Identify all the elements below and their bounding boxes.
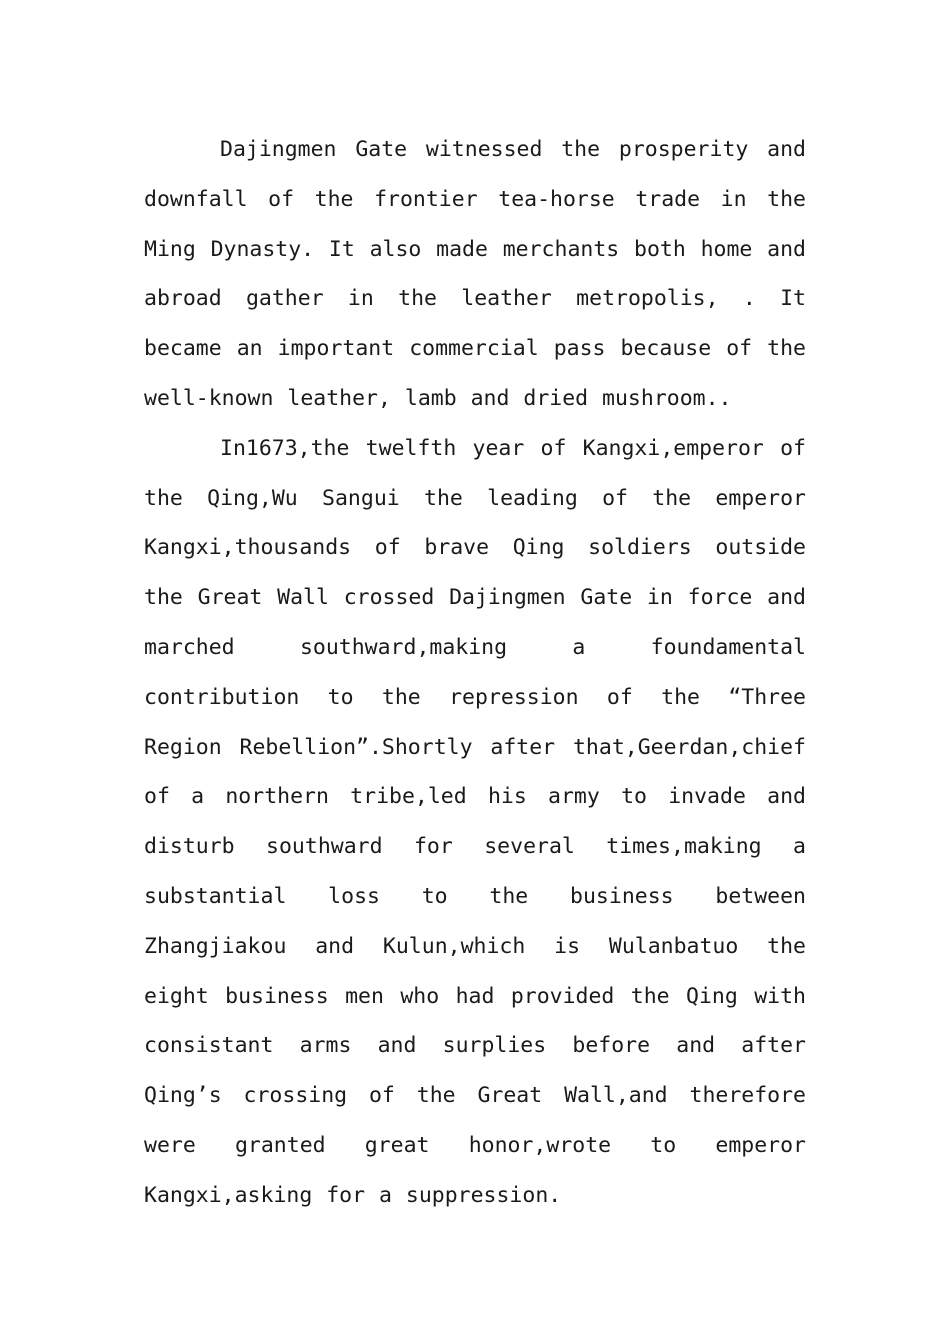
paragraph-dajingmen-trade: Dajingmen Gate witnessed the prosperity and downfall of the frontier tea-horse trade in the Ming Dynasty. It also made merchants both home and abroad gather in the leather metropolis, . It became an important commercial pass because of the well-known leather, lamb and dried mushroom.. [144, 137, 806, 411]
document-page [144, 125, 806, 1221]
paragraph-kangxi-campaign: In1673,the twelfth year of Kangxi,emperor of the Qing,Wu Sangui the leading of the emperor Kangxi,thousands of brave Qing soldiers outside the Great Wall crossed Dajingmen Gate in force and marched southward,making a foundamental contribution to the repression of the “Three Region Rebellion”.Shortly after that,Geerdan,chief of a northern tribe,led his army to invade and disturb southward for several times,making a substantial loss to the business between Zhangjiakou and Kulun,which is Wulanbatuo the eight business men who had provided the Qing with consistant arms and surplies before and after Qing’s crossing of the Great Wall,and therefore were granted great honor,wrote to emperor Kangxi,asking for a suppression. [144, 435, 806, 1208]
